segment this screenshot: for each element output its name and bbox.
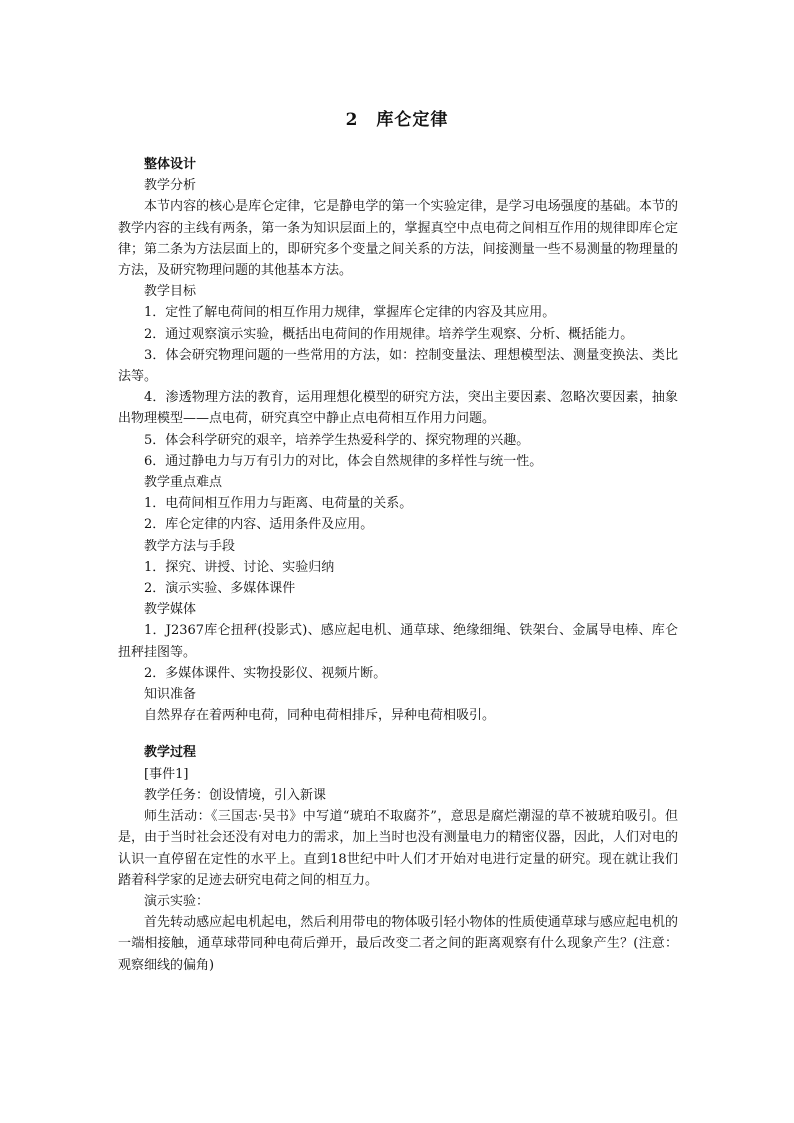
goal-item: 3．体会研究物理问题的一些常用的方法，如：控制变量法、理想模型法、测量变换法、类比法等。 bbox=[118, 347, 678, 385]
goal-item: 4．渗透物理方法的教育，运用理想化模型的研究方法，突出主要因素、忽略次要因素，抽象出物理模型——点电荷，研究真空中静止点电荷相互作用力问题。 bbox=[118, 390, 678, 427]
event-label: [事件1] bbox=[144, 766, 189, 782]
section-heading-overall: 整体设计 bbox=[144, 157, 197, 172]
page-title: 2 库仑定律 bbox=[345, 110, 449, 130]
key-point-item: 1．电荷间相互作用力与距离、电荷量的关系。 bbox=[144, 496, 413, 512]
media-item: 2．多媒体课件、实物投影仪、视频片断。 bbox=[144, 665, 387, 681]
section-spacer bbox=[118, 726, 678, 742]
goal-item: 2．通过观察演示实验，概括出电荷间的作用规律。培养学生观察、分析、概括能力。 bbox=[144, 326, 634, 342]
demo-paragraph: 首先转动感应起电机起电，然后利用带电的物体吸引轻小物体的性质使通草球与感应起电机的一端相接触，通草球带同种电荷后弹开，最后改变二者之间的距离观察有什么现象产生？(注意：观察细线的偏角) bbox=[118, 915, 678, 973]
subheading-knowledge: 知识准备 bbox=[144, 687, 197, 703]
analysis-paragraph: 本节内容的核心是库仑定律，它是静电学的第一个实验定律，是学习电场强度的基础。本节的教学内容的主线有两条，第一条为知识层面上的，掌握真空中点电荷之间相互作用的规律即库仑定律；第二条为方法层面上的，即研究多个变量之间关系的方法，间接测量一些不易测量的物理量的方法，及研究物理问题的其他基本方法。 bbox=[118, 199, 678, 279]
subheading-goals: 教学目标 bbox=[144, 284, 197, 300]
goal-item: 5．体会科学研究的艰辛，培养学生热爱科学的、探究物理的兴趣。 bbox=[144, 432, 530, 448]
key-point-item: 2．库仑定律的内容、适用条件及应用。 bbox=[144, 517, 374, 533]
media-item: 1．J2367库仑扭秤(投影式)、感应起电机、通草球、绝缘细绳、铁架台、金属导电棒、库仑扭秤挂图等。 bbox=[118, 623, 678, 660]
goal-item: 6．通过静电力与万有引力的对比，体会自然规律的多样性与统一性。 bbox=[144, 453, 543, 469]
activity-paragraph: 师生活动：《三国志·吴书》中写道“琥珀不取腐芥”，意思是腐烂潮湿的草不被琥珀吸引。但是，由于当时社会还没有对电力的需求，加上当时也没有测量电力的精密仪器，因此，人们对电的认识一直停留在定性的水平上。直到18世纪中叶人们才开始对电进行定量的研究。现在就让我们踏着科学家的足迹去研究电荷之间的相互力。 bbox=[118, 809, 678, 888]
demo-heading: 演示实验： bbox=[144, 893, 210, 909]
subheading-methods: 教学方法与手段 bbox=[144, 538, 236, 554]
knowledge-paragraph: 自然界存在着两种电荷，同种电荷相排斥，异种电荷相吸引。 bbox=[144, 708, 496, 724]
task-line: 教学任务：创设情境，引入新课 bbox=[144, 787, 327, 803]
method-item: 1．探究、讲授、讨论、实验归纳 bbox=[144, 559, 335, 575]
goal-item: 1．定性了解电荷间的相互作用力规律，掌握库仑定律的内容及其应用。 bbox=[144, 305, 556, 321]
subheading-media: 教学媒体 bbox=[144, 602, 197, 618]
document-body bbox=[118, 154, 678, 976]
method-item: 2．演示实验、多媒体课件 bbox=[144, 581, 296, 597]
subheading-key-points: 教学重点难点 bbox=[144, 475, 223, 491]
section-heading-process: 教学过程 bbox=[144, 745, 197, 761]
subheading-analysis: 教学分析 bbox=[144, 178, 197, 194]
